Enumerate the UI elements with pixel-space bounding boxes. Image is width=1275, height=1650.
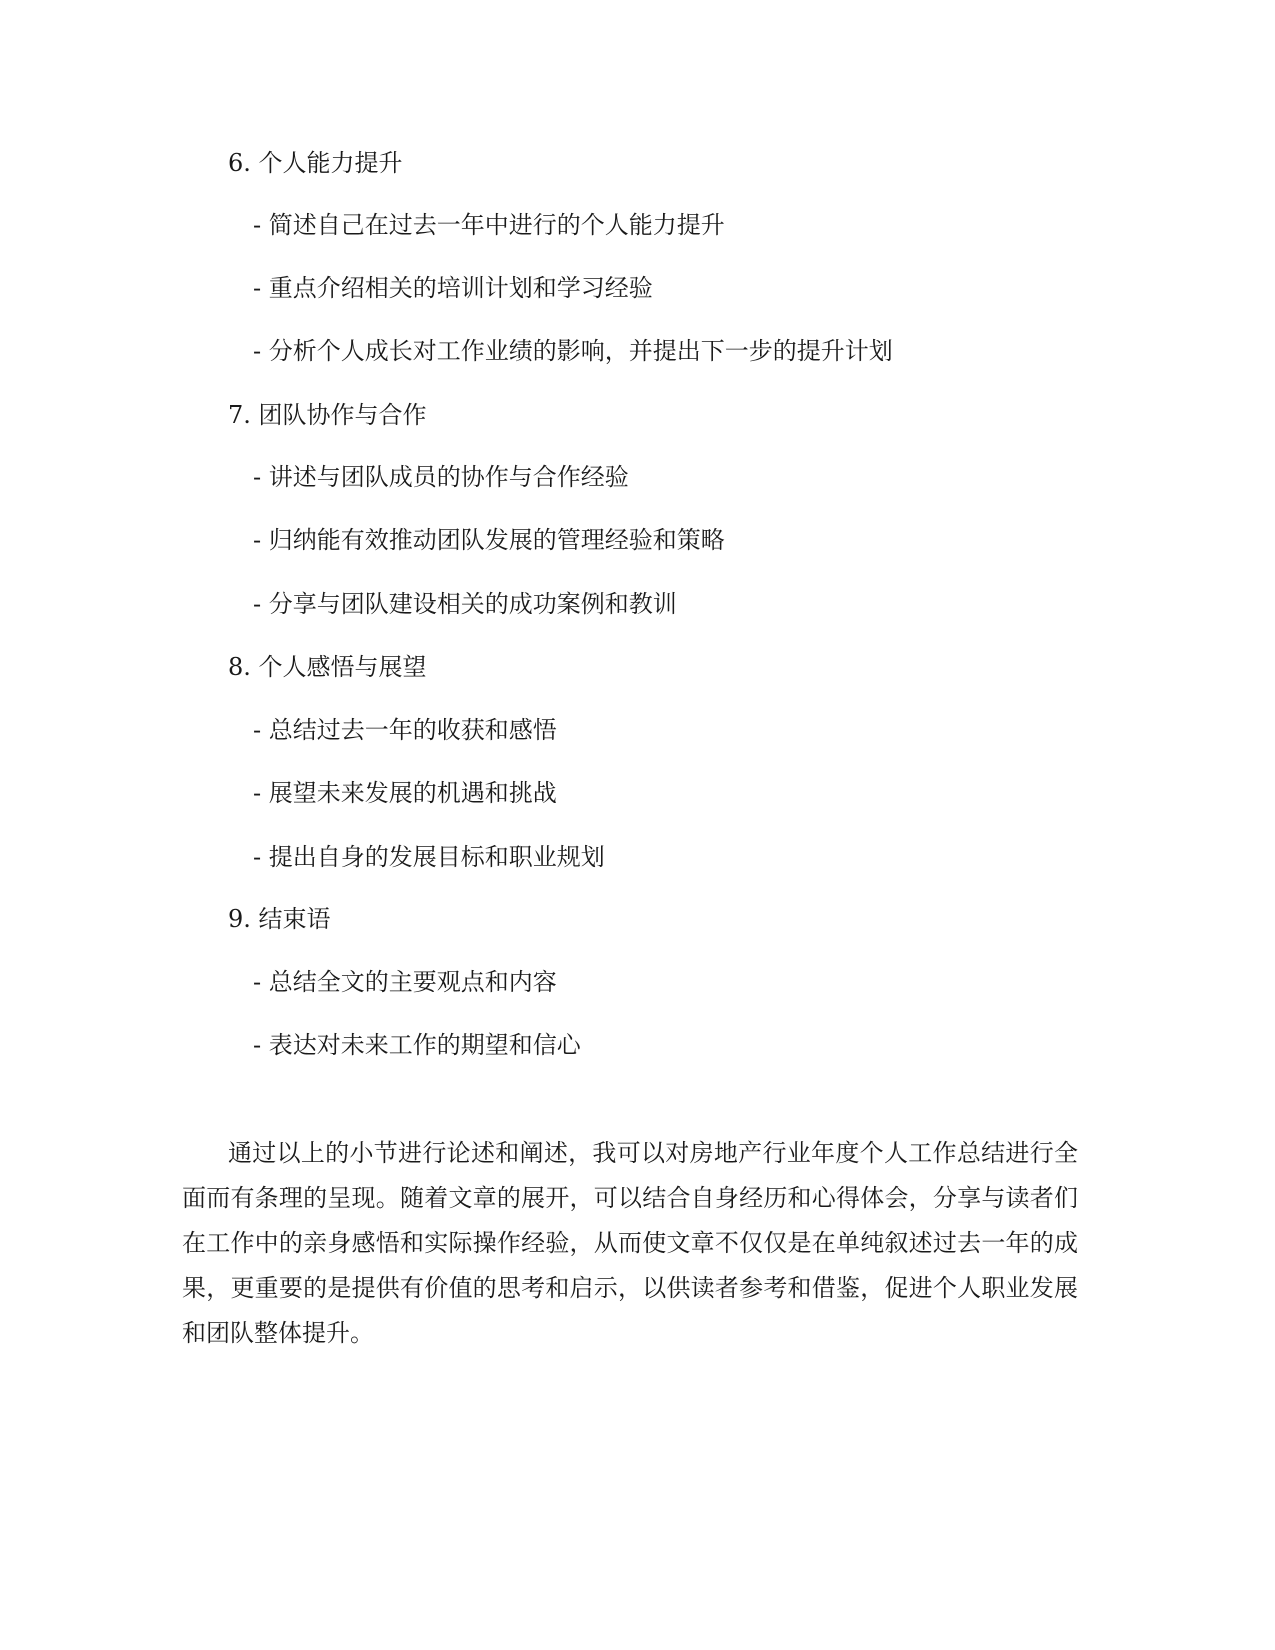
bullet-item: - 分享与团队建设相关的成功案例和教训 bbox=[253, 590, 677, 618]
bullet-item: - 归纳能有效推动团队发展的管理经验和策略 bbox=[253, 526, 725, 554]
bullet-item: - 表达对未来工作的期望和信心 bbox=[253, 1031, 581, 1059]
bullet-item: - 简述自己在过去一年中进行的个人能力提升 bbox=[253, 211, 725, 239]
section-heading: 7. 团队协作与合作 bbox=[228, 401, 427, 429]
bullet-item: - 提出自身的发展目标和职业规划 bbox=[253, 843, 605, 871]
bullet-item: - 总结过去一年的收获和感悟 bbox=[253, 716, 557, 744]
section-heading: 9. 结束语 bbox=[228, 905, 331, 933]
bullet-item: - 重点介绍相关的培训计划和学习经验 bbox=[253, 274, 653, 302]
bullet-item: - 分析个人成长对工作业绩的影响，并提出下一步的提升计划 bbox=[253, 337, 893, 365]
bullet-item: - 讲述与团队成员的协作与合作经验 bbox=[253, 463, 629, 491]
closing-paragraph: 通过以上的小节进行论述和阐述，我可以对房地产行业年度个人工作总结进行全面而有条理的呈现。随着文章的展开，可以结合自身经历和心得体会，分享与读者们在工作中的亲身感悟和实际操作经验，从而使文章不仅仅是在单纯叙述过去一年的成果，更重要的是提供有价值的思考和启示，以供读者参考和借鉴，促进个人职业发展和团队整体提升。 bbox=[182, 1139, 1078, 1347]
section-heading: 8. 个人感悟与展望 bbox=[228, 653, 427, 681]
section-heading: 6. 个人能力提升 bbox=[228, 149, 403, 177]
bullet-item: - 展望未来发展的机遇和挑战 bbox=[253, 779, 557, 807]
bullet-item: - 总结全文的主要观点和内容 bbox=[253, 968, 557, 996]
